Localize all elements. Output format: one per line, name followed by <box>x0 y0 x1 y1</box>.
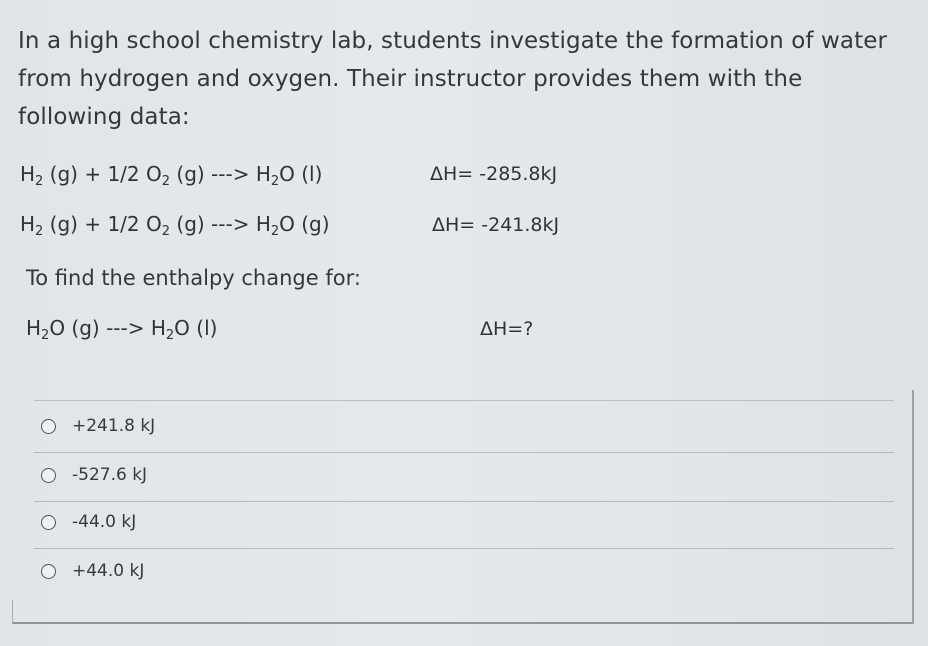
reaction-1-part: O (l) <box>279 162 323 186</box>
reaction-2-subscript: 2 <box>161 224 171 239</box>
reaction-2-equation <box>20 212 330 239</box>
target-part: O (l) <box>174 316 218 340</box>
reaction-1-subscript: 2 <box>270 174 280 189</box>
reaction-2-delta-h: ΔH= -241.8kJ <box>432 214 560 236</box>
reaction-1-part: (g) ---> H <box>170 162 271 186</box>
reaction-2-part: O (g) <box>279 212 330 236</box>
card-bottom-border <box>12 622 914 624</box>
answer-choice[interactable] <box>34 500 894 549</box>
card-left-border <box>12 600 13 624</box>
answer-choice-label[interactable]: +44.0 kJ <box>72 561 145 581</box>
answer-choice[interactable] <box>34 453 894 502</box>
target-equation <box>26 316 218 343</box>
answers-divider <box>34 400 894 401</box>
answer-choice-label[interactable]: +241.8 kJ <box>72 416 156 436</box>
answer-choice[interactable] <box>34 549 894 597</box>
reaction-2-subscript: 2 <box>270 224 280 239</box>
answer-choice-label[interactable]: -527.6 kJ <box>72 465 148 485</box>
reaction-1-subscript: 2 <box>35 174 44 189</box>
reaction-1-part: H <box>20 162 36 186</box>
reaction-1-delta-h: ΔH= -285.8kJ <box>430 163 558 185</box>
target-part: O (g) ---> H <box>49 316 166 340</box>
reaction-1-equation <box>20 162 323 189</box>
reaction-2-subscript: 2 <box>35 224 44 239</box>
target-subscript: 2 <box>41 328 50 343</box>
radio-button[interactable] <box>41 515 56 530</box>
radio-button[interactable] <box>41 468 56 483</box>
reaction-1-subscript: 2 <box>161 174 171 189</box>
reaction-2-part: (g) ---> H <box>170 212 271 236</box>
answer-choice-label[interactable]: -44.0 kJ <box>72 512 137 532</box>
target-part: H <box>26 316 42 340</box>
target-delta-h: ΔH=? <box>480 318 534 340</box>
reaction-1-part: (g) + 1/2 O <box>43 162 162 186</box>
radio-button[interactable] <box>41 564 56 579</box>
prompt-text: To find the enthalpy change for: <box>26 266 361 290</box>
card-right-border <box>912 390 914 624</box>
target-subscript: 2 <box>165 328 175 343</box>
question-text: In a high school chemistry lab, students investigate the formation of water from hydrogen and oxygen. Their instructor provides them with the following data: <box>18 28 887 130</box>
radio-button[interactable] <box>41 419 56 434</box>
reaction-2-part: H <box>20 212 36 236</box>
answer-choice[interactable] <box>34 404 894 453</box>
reaction-2-part: (g) + 1/2 O <box>43 212 162 236</box>
